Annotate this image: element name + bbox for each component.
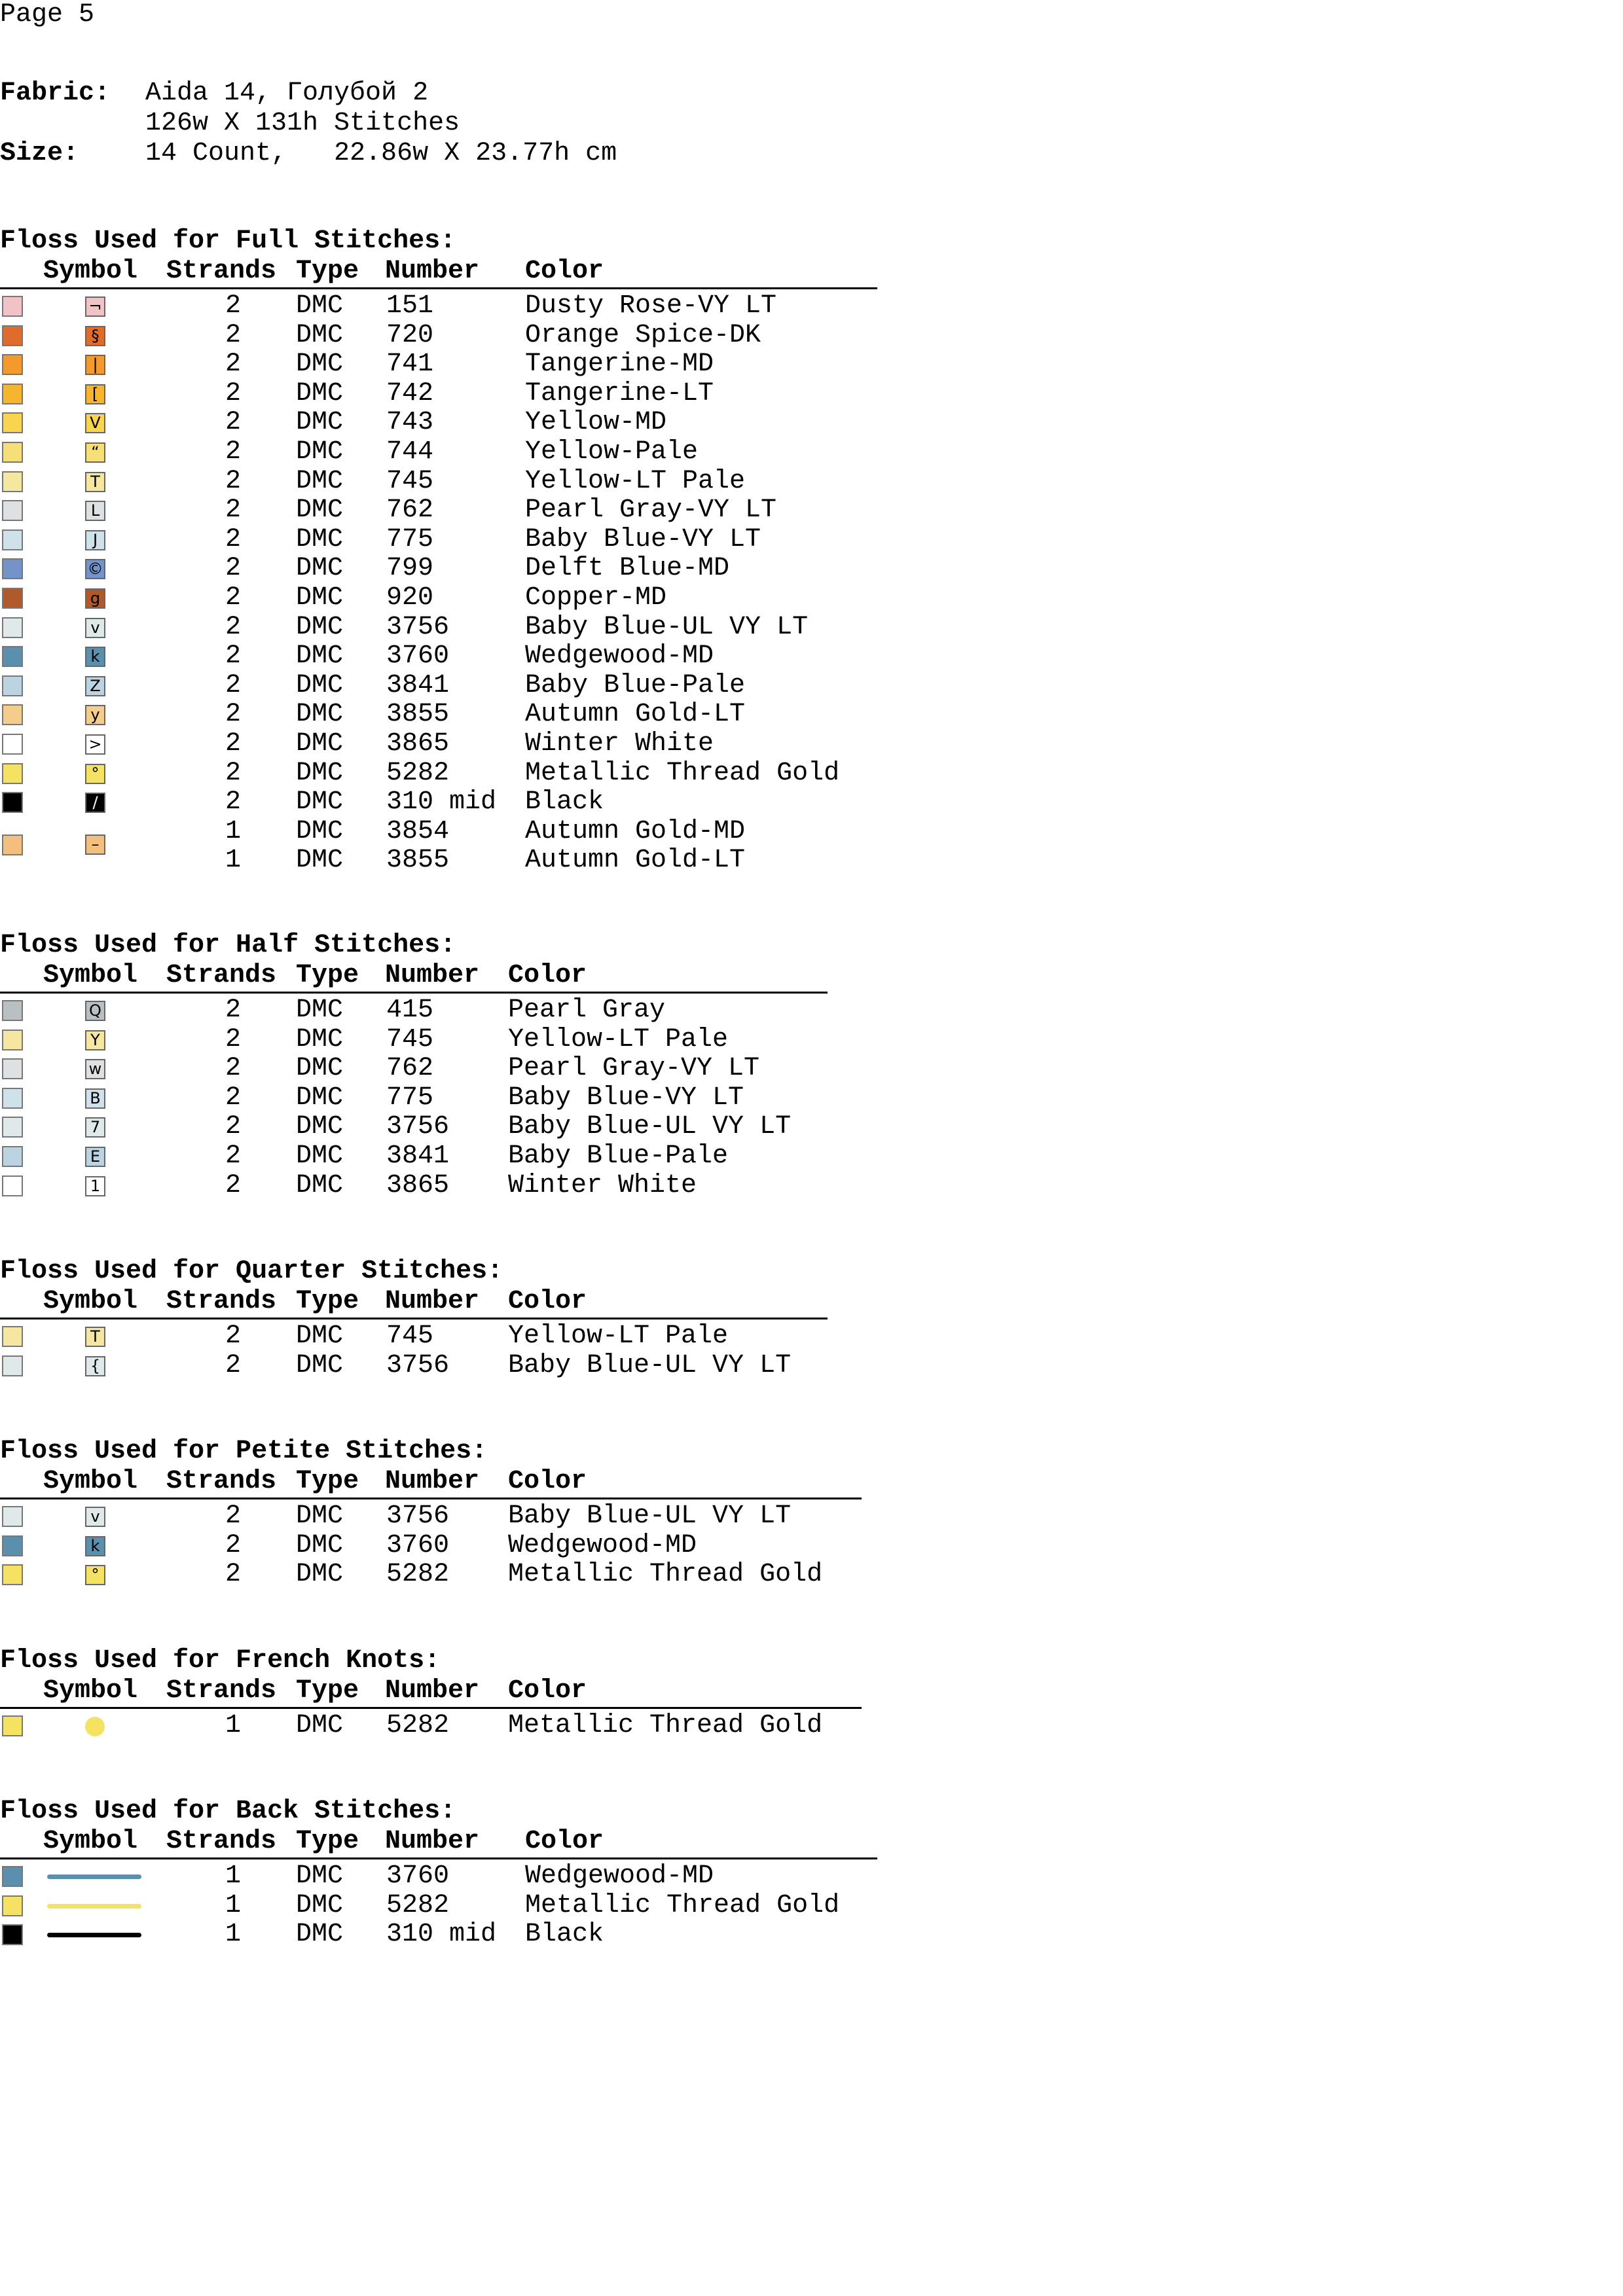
- header-strands: Strands: [166, 1287, 277, 1316]
- table-row: [0, 1892, 877, 1920]
- strands-value: 2: [225, 700, 242, 730]
- table-row: [0, 846, 877, 875]
- strands-value: 1: [225, 1890, 242, 1920]
- type-value: DMC: [296, 1141, 344, 1171]
- number-value: 775: [386, 1083, 434, 1113]
- header-color: Color: [525, 1827, 604, 1856]
- color-swatch: [2, 1564, 23, 1585]
- type-value: DMC: [296, 612, 344, 642]
- color-name: Baby Blue-Pale: [508, 1141, 729, 1171]
- strands-value: 2: [225, 466, 242, 496]
- type-value: DMC: [296, 1861, 344, 1891]
- stitch-symbol: >: [85, 734, 105, 755]
- type-value: DMC: [296, 1350, 344, 1380]
- color-swatch: [2, 1355, 23, 1376]
- color-name: Metallic Thread Gold: [525, 1890, 840, 1920]
- strands-value: 2: [225, 996, 242, 1025]
- table-row: [0, 700, 877, 729]
- header-symbol: Symbol: [43, 1287, 138, 1316]
- stitch-symbol: 7: [85, 1117, 105, 1138]
- color-name: Dusty Rose-VY LT: [525, 291, 777, 321]
- strands-value: 2: [225, 1083, 242, 1113]
- stitch-symbol: °: [85, 1565, 105, 1585]
- table-row: [0, 642, 877, 671]
- table-row: [0, 408, 877, 437]
- header-type: Type: [296, 257, 359, 286]
- type-value: DMC: [296, 350, 344, 380]
- color-name: Yellow-LT Pale: [508, 1321, 729, 1351]
- stitch-symbol: v: [85, 1507, 105, 1527]
- number-value: 310 mid: [386, 1920, 497, 1950]
- header-color: Color: [508, 1287, 587, 1316]
- stitch-symbol: B: [85, 1088, 105, 1109]
- stitch-symbol: |: [85, 355, 105, 375]
- table-row: [0, 1502, 862, 1531]
- strands-value: 2: [225, 787, 242, 817]
- header-symbol: Symbol: [43, 257, 138, 286]
- number-value: 3760: [386, 1530, 450, 1560]
- color-name: Baby Blue-UL VY LT: [508, 1501, 792, 1531]
- color-name: Wedgewood-MD: [525, 1861, 714, 1891]
- size-value: 14 Count, 22.86w X 23.77h cm: [145, 139, 617, 168]
- strands-value: 1: [225, 816, 242, 846]
- strands-value: 2: [225, 320, 242, 350]
- strands-value: 2: [225, 350, 242, 380]
- number-value: 5282: [386, 1560, 450, 1590]
- color-name: Tangerine-LT: [525, 378, 714, 408]
- color-name: Baby Blue-UL VY LT: [508, 1350, 792, 1380]
- strands-value: 1: [225, 846, 242, 876]
- color-swatch: [2, 734, 23, 755]
- section-title: Floss Used for Quarter Stitches:: [0, 1257, 503, 1286]
- header-color: Color: [508, 1676, 587, 1706]
- strands-value: 2: [225, 758, 242, 788]
- fabric-line-2: 126w X 131h Stitches: [145, 109, 460, 138]
- table-row: [0, 613, 877, 642]
- header-color: Color: [508, 961, 587, 990]
- strands-value: 2: [225, 1501, 242, 1531]
- stitch-symbol: §: [85, 326, 105, 346]
- table-row: [0, 526, 877, 554]
- number-value: 310 mid: [386, 787, 497, 817]
- strands-value: 1: [225, 1861, 242, 1891]
- table-row: [0, 996, 828, 1025]
- color-swatch: [2, 588, 23, 609]
- strands-value: 2: [225, 437, 242, 467]
- type-value: DMC: [296, 758, 344, 788]
- table-row: [0, 467, 877, 496]
- stitch-symbol: {: [85, 1356, 105, 1376]
- table-row: [0, 1712, 862, 1740]
- color-swatch: [2, 1088, 23, 1109]
- header-type: Type: [296, 1467, 359, 1496]
- stitch-symbol: T: [85, 472, 105, 492]
- table-row: [0, 380, 877, 408]
- type-value: DMC: [296, 1083, 344, 1113]
- type-value: DMC: [296, 1711, 344, 1740]
- header-symbol: Symbol: [43, 1676, 138, 1706]
- number-value: 3855: [386, 846, 450, 876]
- number-value: 720: [386, 320, 434, 350]
- color-swatch: [2, 384, 23, 404]
- type-value: DMC: [296, 524, 344, 554]
- type-value: DMC: [296, 408, 344, 438]
- stitch-symbol: k: [85, 1536, 105, 1556]
- page-label: Page 5: [0, 0, 95, 29]
- color-name: Baby Blue-Pale: [525, 670, 746, 700]
- table-row: [0, 1113, 828, 1141]
- number-value: 742: [386, 378, 434, 408]
- type-value: DMC: [296, 641, 344, 672]
- color-name: Black: [525, 787, 604, 817]
- section-title: Floss Used for Full Stitches:: [0, 226, 456, 256]
- header-rule: [0, 287, 877, 289]
- back-stitch-line-symbol: [47, 1904, 141, 1909]
- color-name: Baby Blue-UL VY LT: [508, 1112, 792, 1142]
- table-row: [0, 1532, 862, 1560]
- color-swatch: [2, 646, 23, 667]
- number-value: 741: [386, 350, 434, 380]
- table-row: [0, 1054, 828, 1083]
- color-name: Baby Blue-VY LT: [508, 1083, 744, 1113]
- strands-value: 2: [225, 1321, 242, 1351]
- color-name: Autumn Gold-LT: [525, 846, 746, 876]
- number-value: 775: [386, 524, 434, 554]
- color-swatch: [2, 1535, 23, 1556]
- number-value: 3841: [386, 1141, 450, 1171]
- type-value: DMC: [296, 466, 344, 496]
- color-name: Baby Blue-VY LT: [525, 524, 761, 554]
- color-swatch: [2, 1117, 23, 1138]
- type-value: DMC: [296, 1321, 344, 1351]
- color-name: Yellow-MD: [525, 408, 667, 438]
- strands-value: 2: [225, 378, 242, 408]
- number-value: 743: [386, 408, 434, 438]
- header-rule: [0, 1857, 877, 1859]
- number-value: 3760: [386, 1861, 450, 1891]
- section-title: Floss Used for Half Stitches:: [0, 931, 456, 960]
- color-swatch: [2, 296, 23, 317]
- table-row: [0, 759, 877, 788]
- table-row: [0, 1084, 828, 1113]
- stitch-symbol: L: [85, 501, 105, 521]
- back-stitch-line-symbol: [47, 1933, 141, 1937]
- number-value: 3756: [386, 1112, 450, 1142]
- strands-value: 2: [225, 583, 242, 613]
- type-value: DMC: [296, 1054, 344, 1084]
- type-value: DMC: [296, 1170, 344, 1200]
- stitch-symbol: g: [85, 588, 105, 609]
- number-value: 3854: [386, 816, 450, 846]
- strands-value: 2: [225, 408, 242, 438]
- header-rule: [0, 1318, 828, 1319]
- number-value: 745: [386, 466, 434, 496]
- color-name: Metallic Thread Gold: [508, 1711, 823, 1740]
- header-number: Number: [385, 961, 480, 990]
- stitch-symbol: T: [85, 1327, 105, 1347]
- table-row: [0, 554, 877, 583]
- header-color: Color: [525, 257, 604, 286]
- header-rule: [0, 1498, 862, 1499]
- type-value: DMC: [296, 787, 344, 817]
- header-number: Number: [385, 1467, 480, 1496]
- stitch-symbol: J: [85, 530, 105, 550]
- stitch-symbol: Q: [85, 1001, 105, 1021]
- stitch-symbol: –: [85, 834, 105, 855]
- type-value: DMC: [296, 1560, 344, 1590]
- table-row: [0, 350, 877, 379]
- type-value: DMC: [296, 378, 344, 408]
- color-swatch: [2, 617, 23, 638]
- table-row: [0, 1920, 877, 1949]
- type-value: DMC: [296, 320, 344, 350]
- header-type: Type: [296, 1827, 359, 1856]
- number-value: 3756: [386, 1350, 450, 1380]
- type-value: DMC: [296, 996, 344, 1025]
- number-value: 3865: [386, 729, 450, 759]
- stitch-symbol: Y: [85, 1030, 105, 1050]
- fabric-label: Fabric:: [0, 79, 111, 108]
- color-swatch: [2, 1326, 23, 1347]
- header-number: Number: [385, 1676, 480, 1706]
- type-value: DMC: [296, 437, 344, 467]
- strands-value: 2: [225, 1350, 242, 1380]
- stitch-symbol: k: [85, 647, 105, 667]
- stitch-symbol: Z: [85, 676, 105, 696]
- type-value: DMC: [296, 670, 344, 700]
- header-symbol: Symbol: [43, 1467, 138, 1496]
- header-color: Color: [508, 1467, 587, 1496]
- type-value: DMC: [296, 1890, 344, 1920]
- color-swatch: [2, 1175, 23, 1196]
- table-row: [0, 816, 877, 853]
- number-value: 745: [386, 1321, 434, 1351]
- strands-value: 2: [225, 641, 242, 672]
- color-name: Orange Spice-DK: [525, 320, 761, 350]
- table-row: [0, 1352, 828, 1380]
- strands-value: 2: [225, 495, 242, 526]
- strands-value: 2: [225, 1054, 242, 1084]
- color-swatch: [2, 412, 23, 433]
- strands-value: 2: [225, 291, 242, 321]
- number-value: 920: [386, 583, 434, 613]
- header-rule: [0, 1707, 862, 1709]
- type-value: DMC: [296, 700, 344, 730]
- stitch-symbol: V: [85, 413, 105, 433]
- color-swatch: [2, 442, 23, 463]
- table-row: [0, 321, 877, 350]
- color-swatch: [2, 1924, 23, 1945]
- color-name: Wedgewood-MD: [508, 1530, 697, 1560]
- table-row: [0, 1862, 877, 1891]
- color-swatch: [2, 558, 23, 579]
- french-knot-symbol: [85, 1717, 105, 1736]
- strands-value: 1: [225, 1920, 242, 1950]
- type-value: DMC: [296, 1920, 344, 1950]
- number-value: 744: [386, 437, 434, 467]
- header-number: Number: [385, 1287, 480, 1316]
- number-value: 762: [386, 495, 434, 526]
- strands-value: 2: [225, 1530, 242, 1560]
- table-row: [0, 1560, 862, 1589]
- header-strands: Strands: [166, 257, 277, 286]
- strands-value: 2: [225, 1141, 242, 1171]
- number-value: 3841: [386, 670, 450, 700]
- color-swatch: [2, 500, 23, 521]
- table-row: [0, 1142, 828, 1171]
- color-name: Winter White: [508, 1170, 697, 1200]
- strands-value: 2: [225, 670, 242, 700]
- color-name: Autumn Gold-LT: [525, 700, 746, 730]
- header-symbol: Symbol: [43, 961, 138, 990]
- header-symbol: Symbol: [43, 1827, 138, 1856]
- type-value: DMC: [296, 291, 344, 321]
- fabric-line-1: Aida 14, Голубой 2: [145, 79, 429, 108]
- type-value: DMC: [296, 816, 344, 846]
- stitch-symbol: w: [85, 1059, 105, 1079]
- color-swatch: [2, 1030, 23, 1050]
- strands-value: 2: [225, 554, 242, 584]
- table-row: [0, 1322, 828, 1351]
- section-title: Floss Used for Back Stitches:: [0, 1797, 456, 1826]
- header-type: Type: [296, 1676, 359, 1706]
- header-type: Type: [296, 961, 359, 990]
- strands-value: 2: [225, 729, 242, 759]
- strands-value: 1: [225, 1711, 242, 1740]
- stitch-symbol: /: [85, 793, 105, 813]
- stitch-symbol: 1: [85, 1176, 105, 1196]
- number-value: 5282: [386, 758, 450, 788]
- header-strands: Strands: [166, 1676, 277, 1706]
- type-value: DMC: [296, 495, 344, 526]
- header-strands: Strands: [166, 1827, 277, 1856]
- stitch-symbol: y: [85, 705, 105, 725]
- number-value: 799: [386, 554, 434, 584]
- stitch-symbol: ©: [85, 559, 105, 579]
- color-swatch: [2, 763, 23, 784]
- color-swatch: [2, 325, 23, 346]
- color-name: Yellow-Pale: [525, 437, 699, 467]
- header-strands: Strands: [166, 961, 277, 990]
- number-value: 3756: [386, 612, 450, 642]
- number-value: 5282: [386, 1890, 450, 1920]
- type-value: DMC: [296, 554, 344, 584]
- table-row: [0, 438, 877, 467]
- type-value: DMC: [296, 1024, 344, 1054]
- type-value: DMC: [296, 1530, 344, 1560]
- stitch-symbol: v: [85, 618, 105, 638]
- color-swatch: [2, 1058, 23, 1079]
- strands-value: 2: [225, 1170, 242, 1200]
- stitch-symbol: “: [85, 442, 105, 463]
- header-number: Number: [385, 257, 480, 286]
- color-name: Metallic Thread Gold: [525, 758, 840, 788]
- number-value: 745: [386, 1024, 434, 1054]
- color-swatch: [2, 1866, 23, 1887]
- table-row: [0, 788, 877, 817]
- number-value: 3756: [386, 1501, 450, 1531]
- strands-value: 2: [225, 1560, 242, 1590]
- strands-value: 2: [225, 612, 242, 642]
- number-value: 3760: [386, 641, 450, 672]
- color-swatch: [2, 354, 23, 375]
- color-name: Yellow-LT Pale: [508, 1024, 729, 1054]
- color-swatch: [2, 1506, 23, 1527]
- color-name: Black: [525, 1920, 604, 1950]
- header-rule: [0, 992, 828, 994]
- section-title: Floss Used for French Knots:: [0, 1646, 441, 1676]
- header-strands: Strands: [166, 1467, 277, 1496]
- number-value: 151: [386, 291, 434, 321]
- strands-value: 2: [225, 524, 242, 554]
- section-title: Floss Used for Petite Stitches:: [0, 1437, 488, 1466]
- color-name: Delft Blue-MD: [525, 554, 730, 584]
- table-row: [0, 1026, 828, 1054]
- strands-value: 2: [225, 1112, 242, 1142]
- type-value: DMC: [296, 729, 344, 759]
- type-value: DMC: [296, 583, 344, 613]
- number-value: 415: [386, 996, 434, 1025]
- table-row: [0, 584, 877, 613]
- color-swatch: [2, 1146, 23, 1167]
- type-value: DMC: [296, 1501, 344, 1531]
- color-name: Winter White: [525, 729, 714, 759]
- back-stitch-line-symbol: [47, 1874, 141, 1879]
- table-row: [0, 730, 877, 759]
- color-name: Autumn Gold-MD: [525, 816, 746, 846]
- table-row: [0, 292, 877, 321]
- color-name: Pearl Gray-VY LT: [525, 495, 777, 526]
- table-row: [0, 672, 877, 700]
- color-name: Metallic Thread Gold: [508, 1560, 823, 1590]
- color-name: Pearl Gray: [508, 996, 666, 1025]
- color-swatch: [2, 1000, 23, 1021]
- color-name: Wedgewood-MD: [525, 641, 714, 672]
- number-value: 5282: [386, 1711, 450, 1740]
- color-swatch: [2, 471, 23, 492]
- stitch-symbol: E: [85, 1147, 105, 1167]
- strands-value: 2: [225, 1024, 242, 1054]
- color-name: Copper-MD: [525, 583, 667, 613]
- type-value: DMC: [296, 1112, 344, 1142]
- stitch-symbol: °: [85, 764, 105, 784]
- color-name: Pearl Gray-VY LT: [508, 1054, 760, 1084]
- color-swatch: [2, 529, 23, 550]
- color-name: Yellow-LT Pale: [525, 466, 746, 496]
- number-value: 3855: [386, 700, 450, 730]
- number-value: 3865: [386, 1170, 450, 1200]
- stitch-symbol: ¬: [85, 296, 105, 317]
- table-row: [0, 1172, 828, 1200]
- color-name: Baby Blue-UL VY LT: [525, 612, 809, 642]
- header-type: Type: [296, 1287, 359, 1316]
- color-swatch: [2, 675, 23, 696]
- number-value: 762: [386, 1054, 434, 1084]
- table-row: [0, 496, 877, 525]
- size-label: Size:: [0, 139, 79, 168]
- stitch-symbol: [: [85, 384, 105, 404]
- type-value: DMC: [296, 846, 344, 876]
- color-swatch: [2, 792, 23, 813]
- header-number: Number: [385, 1827, 480, 1856]
- color-swatch: [2, 1895, 23, 1916]
- color-swatch: [2, 1715, 23, 1736]
- color-swatch: [2, 704, 23, 725]
- color-name: Tangerine-MD: [525, 350, 714, 380]
